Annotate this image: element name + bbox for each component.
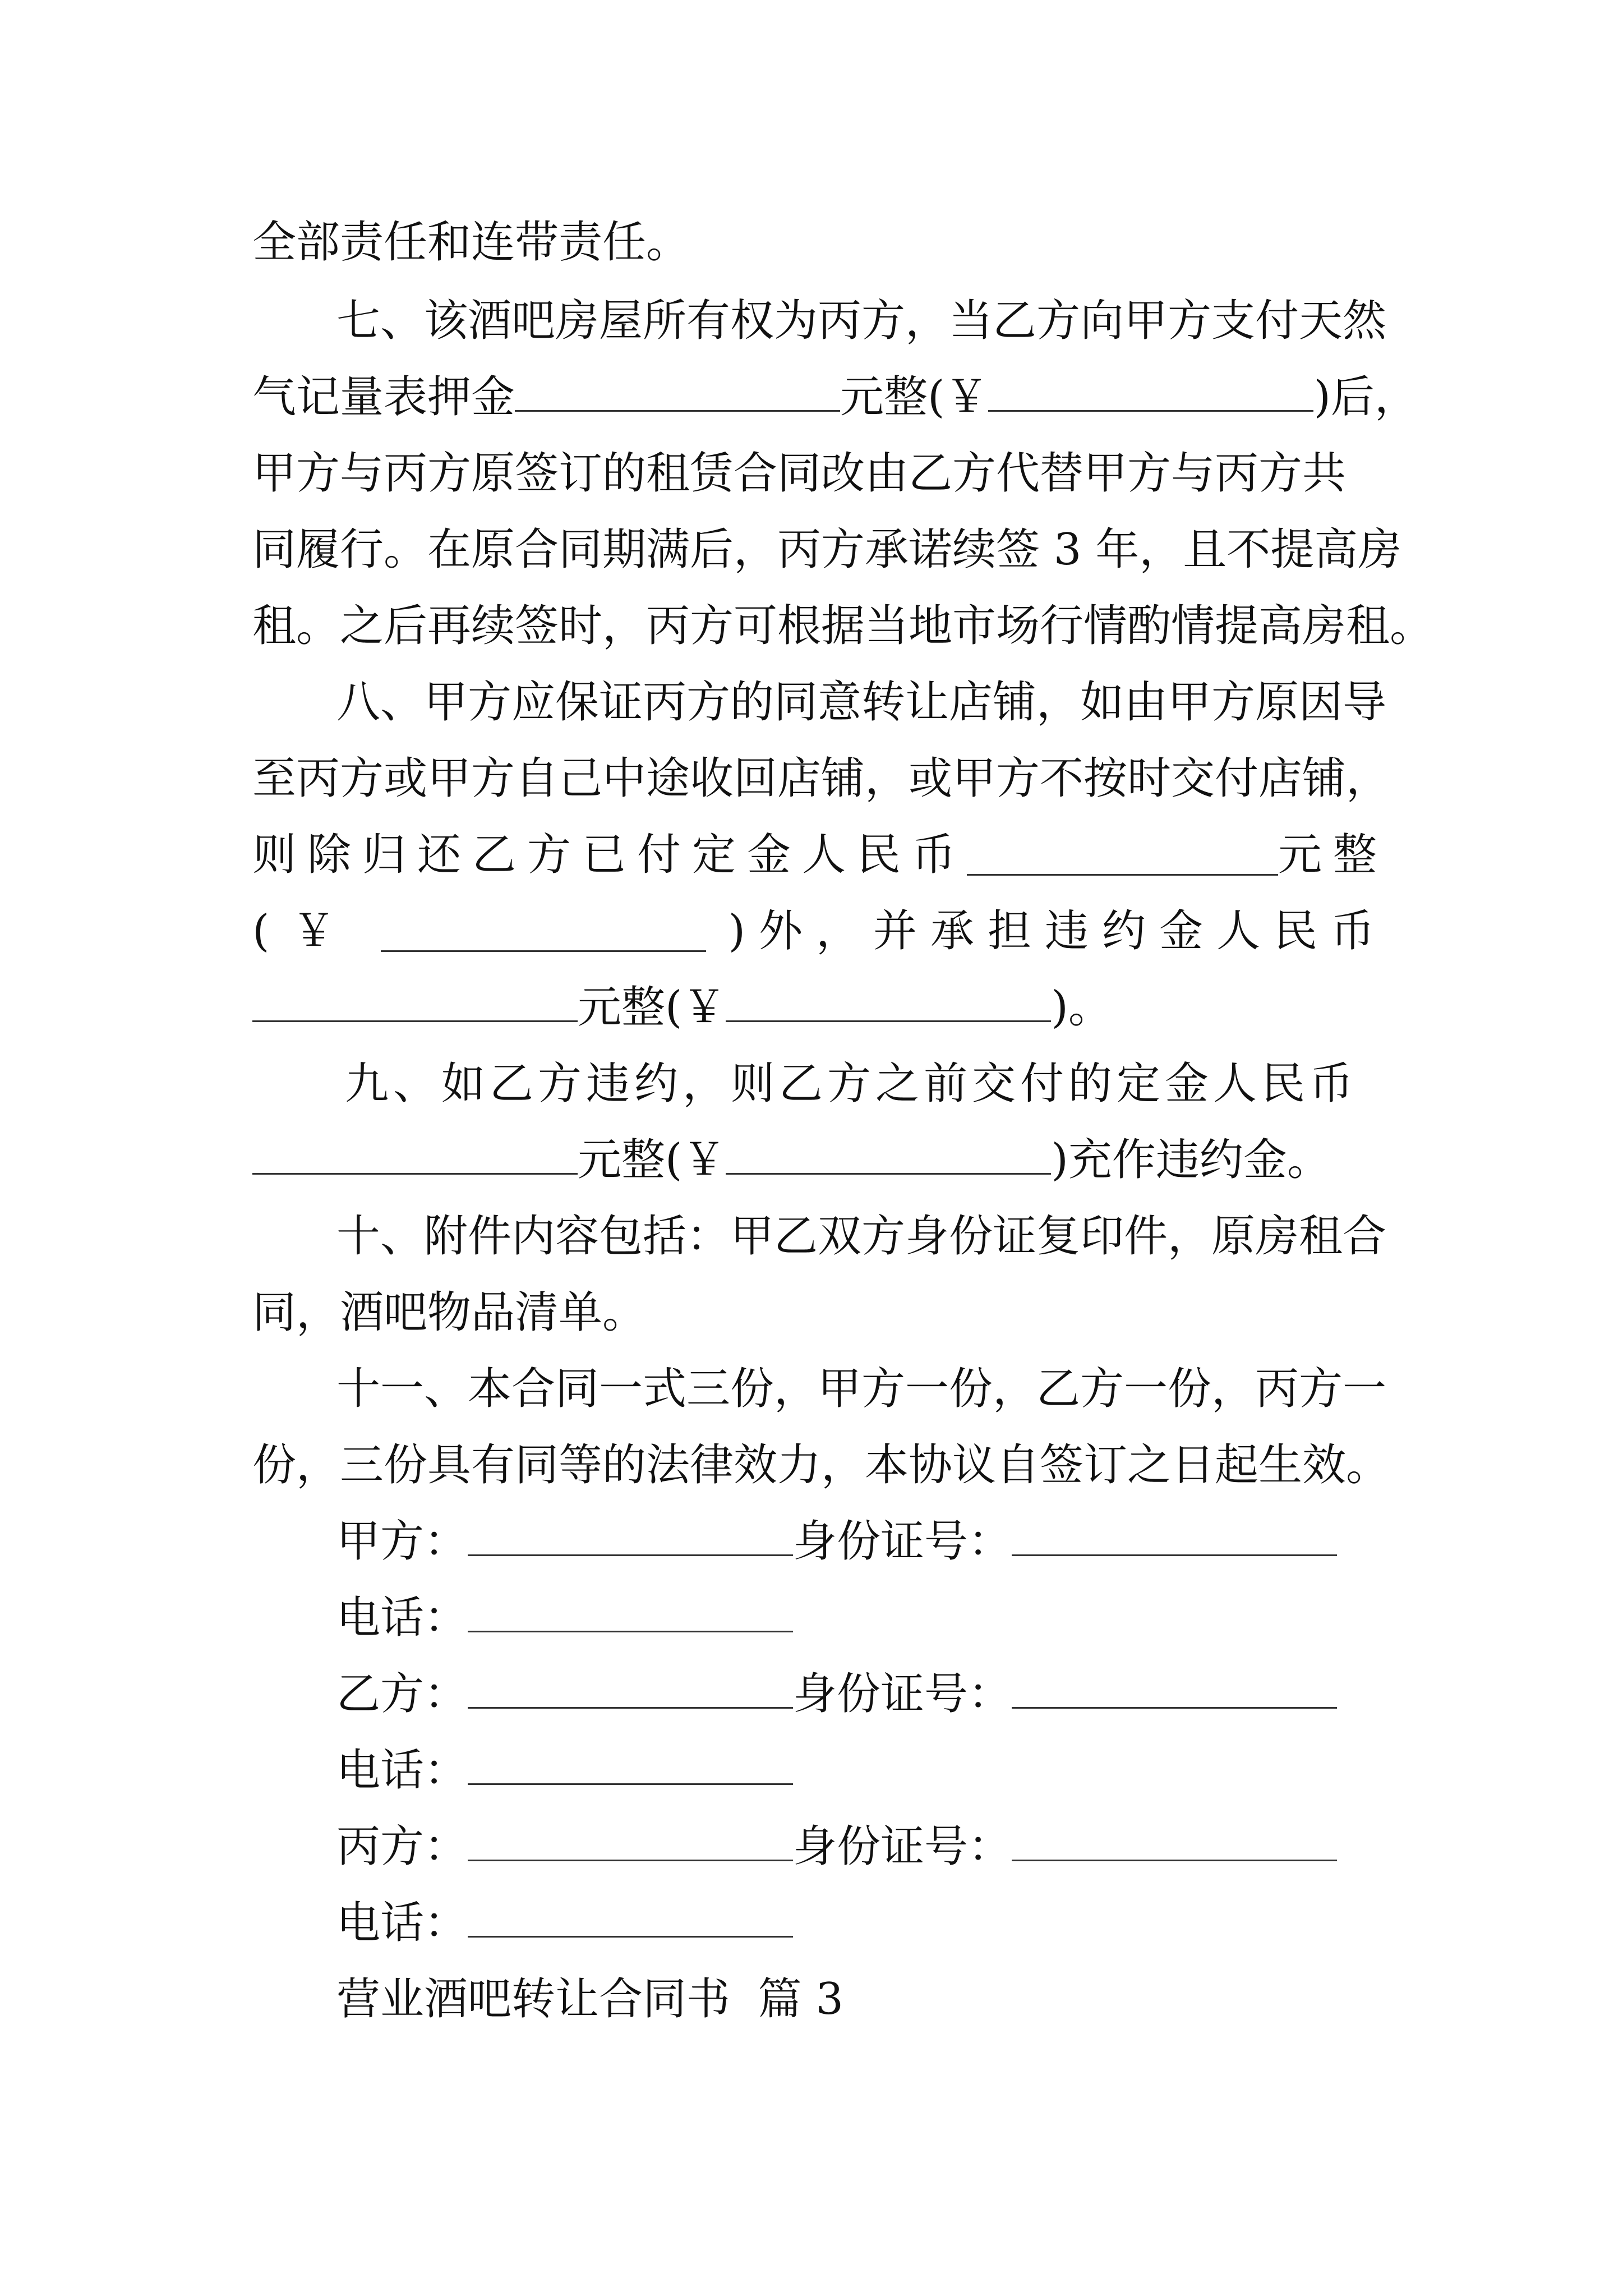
forfeit-amount-blank[interactable]: [252, 1134, 578, 1175]
signature-party-b-phone: [336, 1731, 1388, 1810]
clause-10-line-2: [252, 1273, 1388, 1352]
clause-11-line-2: [252, 1426, 1388, 1504]
party-a-phone-blank[interactable]: [468, 1591, 793, 1632]
text: 八、甲方应保证丙方的同意转让店铺，如由甲方原因导: [336, 677, 1387, 728]
paragraph-line: [252, 203, 690, 282]
signature-party-c-phone: [336, 1884, 1388, 1962]
clause-7-line-3: [252, 434, 1388, 513]
text: 份，三份具有同等的法律效力，本协议自签订之日起生效。: [252, 1440, 1390, 1490]
clause-8-line-3: [252, 816, 1388, 894]
deposit-amount-blank[interactable]: [515, 371, 840, 412]
id-number-label: 身份证号：: [793, 1516, 1012, 1567]
heading-text: 营业酒吧转让合同书 篇 3: [336, 1974, 844, 2024]
refund-amount-blank[interactable]: [967, 835, 1278, 876]
text: 七、该酒吧房屋所有权为丙方，当乙方向甲方支付天然: [336, 296, 1387, 346]
text: 则除归还乙方已付定金人民币: [252, 830, 967, 880]
id-number-label: 身份证号：: [793, 1821, 1012, 1872]
phone-label: 电话：: [336, 1593, 468, 1643]
text: )。: [1051, 982, 1112, 1033]
party-c-id-blank[interactable]: [1012, 1820, 1337, 1861]
clause-11-line-1: [336, 1350, 1388, 1428]
signature-party-a: [336, 1502, 1388, 1581]
text: 十、附件内容包括：甲乙双方身份证复印件，原房租合: [336, 1211, 1387, 1262]
text: 至丙方或甲方自己中途收回店铺，或甲方不按时交付店铺，: [252, 753, 1390, 804]
party-b-phone-blank[interactable]: [468, 1744, 793, 1785]
text: 同，酒吧物品清单。: [252, 1287, 647, 1338]
clause-7-line-1: [336, 282, 1388, 360]
party-b-name-blank[interactable]: [468, 1668, 793, 1709]
forfeit-figure-blank[interactable]: [726, 1134, 1051, 1175]
deposit-figure-blank[interactable]: [988, 371, 1313, 412]
text: 元整(￥: [840, 372, 989, 422]
text: 九、如乙方违约，则乙方之前交付的定金人民币: [345, 1059, 1358, 1109]
clause-10-line-1: [336, 1197, 1388, 1276]
text: )充作违约金。: [1051, 1135, 1331, 1185]
party-c-label: 丙方：: [336, 1821, 468, 1872]
clause-8-line-4: [252, 892, 1388, 970]
text: 元整(￥: [578, 1135, 726, 1185]
text: )外，并承担违约金人民币: [728, 906, 1388, 956]
clause-8-line-1: [336, 663, 1388, 742]
party-c-phone-blank[interactable]: [468, 1897, 793, 1938]
party-c-name-blank[interactable]: [468, 1820, 793, 1861]
clause-7-line-5: [252, 587, 1434, 665]
signature-party-c: [336, 1807, 1388, 1886]
text: 全部责任和连带责任。: [252, 217, 690, 268]
text: 元整: [1278, 830, 1388, 880]
party-a-label: 甲方：: [336, 1516, 468, 1567]
clause-7-line-4: [252, 510, 1402, 589]
text: )后，: [1313, 372, 1418, 422]
phone-label: 电话：: [336, 1745, 468, 1796]
text: 十一、本合同一式三份，甲方一份，乙方一份，丙方一: [336, 1364, 1387, 1414]
party-b-id-blank[interactable]: [1012, 1668, 1337, 1709]
text: 甲方与丙方原签订的租赁合同改由乙方代替甲方与丙方共: [252, 448, 1347, 499]
refund-figure-blank[interactable]: [381, 911, 706, 952]
phone-label: 电话：: [336, 1898, 468, 1948]
penalty-figure-blank[interactable]: [726, 981, 1051, 1022]
clause-9-line-1: [345, 1045, 1388, 1123]
text: 租。之后再续签时，丙方可根据当地市场行情酌情提高房租。: [252, 601, 1434, 651]
text: 元整(￥: [578, 982, 726, 1033]
text: (￥: [252, 906, 358, 956]
party-a-id-blank[interactable]: [1012, 1515, 1337, 1556]
next-section-heading: [336, 1960, 1388, 2039]
text: 气记量表押金: [252, 372, 515, 422]
party-a-name-blank[interactable]: [468, 1515, 793, 1556]
penalty-amount-blank[interactable]: [252, 981, 578, 1022]
signature-party-a-phone: [336, 1579, 1388, 1657]
clause-8-line-5: [252, 968, 1388, 1047]
id-number-label: 身份证号：: [793, 1669, 1012, 1719]
text: 同履行。在原合同期满后，丙方承诺续签 3 年，且不提高房: [252, 524, 1402, 575]
clause-7-line-2: [252, 358, 1418, 436]
party-b-label: 乙方：: [336, 1669, 468, 1719]
clause-9-line-2: [252, 1121, 1388, 1199]
clause-8-line-2: [252, 739, 1388, 818]
signature-party-b: [336, 1655, 1388, 1733]
